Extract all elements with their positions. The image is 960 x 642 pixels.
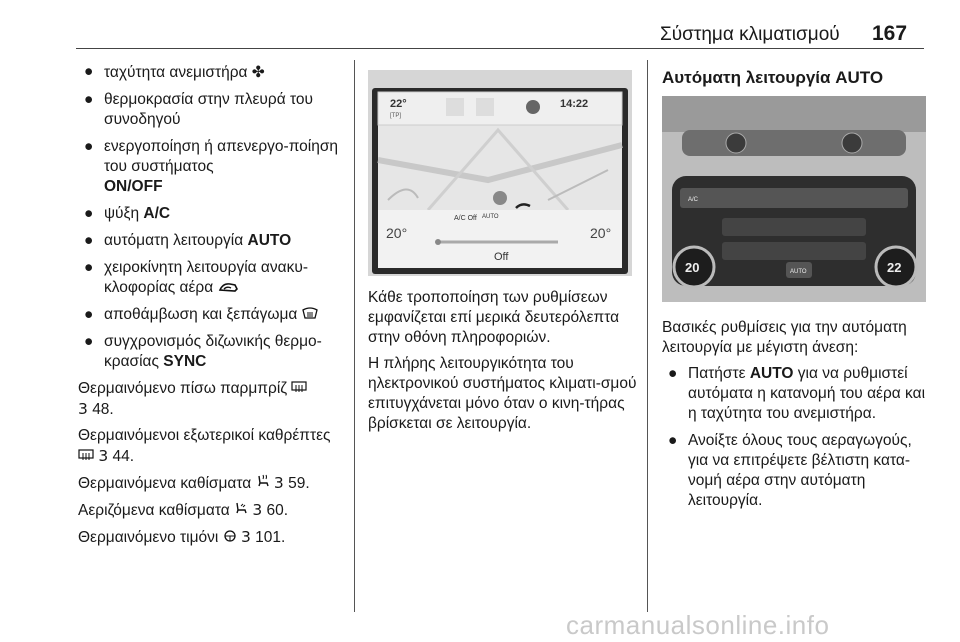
cross-reference: Αεριζόμενα καθίσματα 3 60.: [78, 501, 289, 519]
column-2: [368, 288, 640, 440]
screen-temp-left: 20°: [386, 225, 408, 241]
screen-temp-top: 22°: [390, 98, 407, 110]
cross-reference: Θερμαινόμενο πίσω παρμπρίζ 3 48.: [78, 379, 346, 420]
page-header-title: Σύστημα κλιματισμού: [660, 24, 840, 45]
list-item: ● θερμοκρασία στην πλευρά του συνοδηγού: [84, 91, 313, 128]
infotainment-screen-photo: [368, 70, 632, 276]
column-divider-2: [647, 60, 648, 612]
auto-button-label: AUTO: [790, 269, 807, 275]
column-divider-1: [354, 60, 355, 612]
climate-control-panel-photo: [662, 96, 926, 302]
paragraph: Κάθε τροποποίηση των ρυθμίσεων εμφανίζεται επί μερικά δευτερόλεπτα στην οθόνη πληροφοριών.: [368, 289, 620, 346]
list-item: ● ταχύτητα ανεμιστήρα ✤: [84, 63, 265, 81]
cross-reference: Θερμαινόμενοι εξωτερικοί καθρέπτες 3 44.: [78, 427, 331, 465]
page-reference-arrow-icon: 3: [78, 400, 88, 418]
list-item: ● χειροκίνητη λειτουργία ανακυ-κλοφορίας αέρα: [84, 259, 308, 296]
heated-seat-icon: [256, 474, 270, 488]
column-1: [78, 62, 346, 554]
heated-steering-wheel-icon: [223, 528, 237, 542]
list-item: ● Ανοίξτε όλους τους αεραγωγούς, για να επιτρέψετε βέλτιστη κατα-νομή αέρα στην αυτόματη λειτουργία.: [668, 432, 912, 509]
screen-clock: 14:22: [560, 98, 589, 110]
knob-right-temp: 22: [887, 260, 902, 275]
list-item: ● συγχρονισμός διζωνικής θερμο-κρασίας SYNC: [84, 333, 322, 370]
mirror-heating-icon: [78, 449, 94, 461]
page-number: 167: [872, 22, 908, 45]
screen-temp-right: 20°: [590, 225, 612, 241]
watermark: carmanualsonline.info: [566, 610, 830, 640]
list-item: ● αυτόματη λειτουργία AUTO: [84, 232, 292, 249]
paragraph: Βασικές ρυθμίσεις για την αυτόματη λειτουργία με μέγιστη άνεση:: [662, 319, 907, 356]
list-item: ● ψύξη A/C: [84, 205, 171, 222]
page-reference-arrow-icon: 3: [252, 501, 263, 519]
list-item: ● αποθάμβωση και ξεπάγωμα: [78, 305, 346, 325]
screen-tp: [TP]: [390, 113, 402, 119]
screen-fan-off: Off: [494, 251, 509, 263]
recirculation-icon: [218, 281, 238, 293]
page-reference-arrow-icon: 3: [98, 447, 109, 465]
knob-left-temp: 20: [685, 260, 700, 275]
ventilated-seat-icon: [234, 501, 248, 515]
list-item: ● Πατήστε AUTO για να ρυθμιστεί αυτόματα η κατανομή του αέρα και η ταχύτητα του ανεμιστήρα.: [668, 365, 926, 422]
column-3: [662, 318, 926, 518]
cross-reference: Θερμαινόμενα καθίσματα 3 59.: [78, 474, 310, 492]
screen-ac-label: A/C Off: [454, 215, 477, 222]
cross-reference: Θερμαινόμενο τιμόνι 3 101.: [78, 528, 286, 546]
header-rule: [76, 48, 924, 49]
fan-icon: ✤: [251, 63, 265, 81]
page-reference-arrow-icon: 3: [273, 474, 284, 492]
defrost-icon: [302, 306, 318, 320]
screen-auto-label: AUTO: [482, 214, 499, 220]
paragraph: Η πλήρης λειτουργικότητα του ηλεκτρονικού συστήματος κλιματι-σμού επιτυγχάνεται μόνο όταν ο κινη-τήρας βρίσκεται σε λειτουργία.: [368, 355, 637, 432]
list-item: ● ενεργοποίηση ή απενεργο-ποίηση του συστήματος ON/OFF: [84, 138, 339, 195]
ac-button-label: A/C: [688, 197, 699, 203]
rear-window-heating-icon: [291, 381, 307, 393]
section-title: Αυτόματη λειτουργία AUTO: [662, 68, 884, 87]
page-reference-arrow-icon: 3: [240, 528, 251, 546]
